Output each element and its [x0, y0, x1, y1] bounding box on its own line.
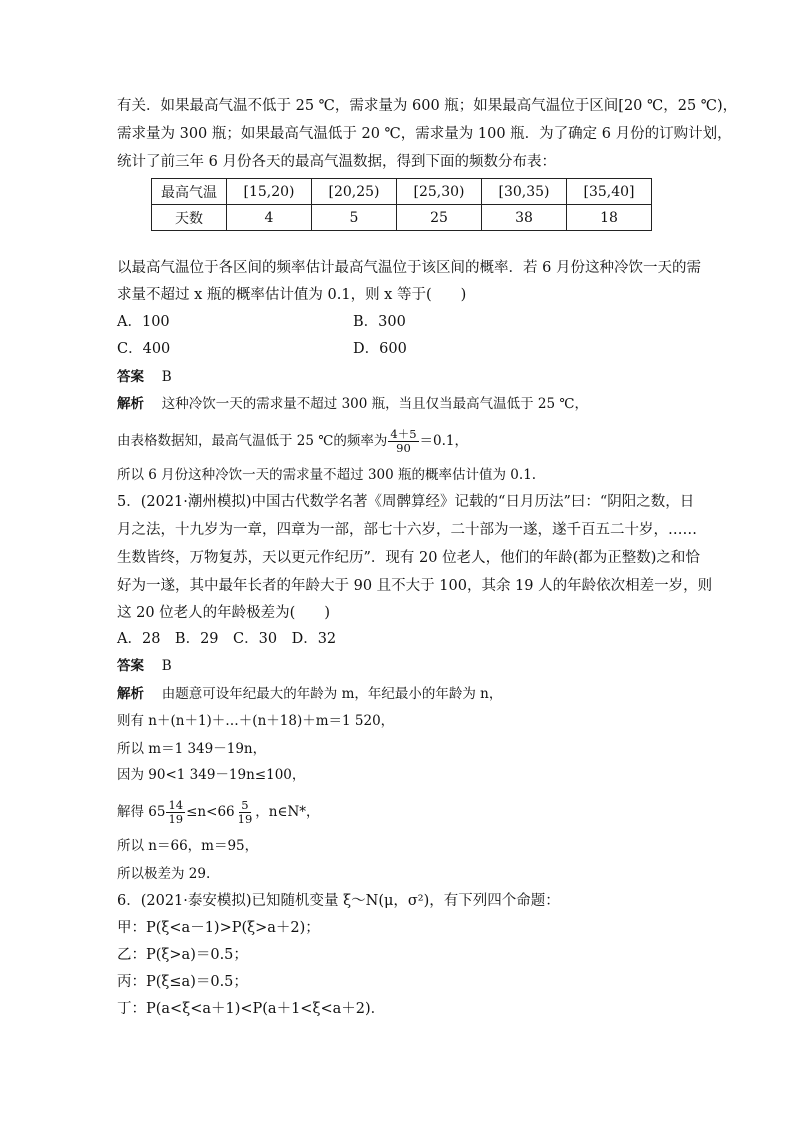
q5-analysis-6: 所以 n＝66，m＝95，	[117, 838, 259, 854]
q4-choice-c: C．400	[117, 341, 171, 357]
analysis-text: ≤n<66	[186, 804, 235, 820]
table-row	[152, 179, 652, 205]
table-cell: [35,40]	[567, 179, 652, 205]
q5-analysis-3: 所以 m＝1 349－19n，	[117, 741, 267, 757]
table-cell: 4	[227, 205, 312, 231]
q4-line-1: 以最高气温位于各区间的频率估计最高气温位于该区间的概率．若 6 月份这种冷饮一天的需	[117, 260, 701, 276]
table-cell: 18	[567, 205, 652, 231]
q4-analysis-2	[117, 425, 468, 457]
q4-analysis-3: 所以 6 月份这种冷饮一天的需求量不超过 300 瓶的概率估计值为 0.1.	[117, 467, 537, 483]
q6-prop-yi: 乙：P(ξ>a)＝0.5；	[117, 947, 248, 963]
q4-choice-d: D．600	[353, 341, 407, 357]
q5-line-4: 好为一遂，其中最年长者的年龄大于 90 且不大于 100，其余 19 人的年龄依次相差一岁，则	[117, 578, 713, 594]
q5-line-2: 月之法，十九岁为一章，四章为一部，部七十六岁，二十部为一遂，遂千百五二十岁，……	[117, 522, 697, 538]
q5-analysis-5	[117, 796, 320, 828]
fraction-numerator: 14	[168, 798, 184, 812]
fraction-denominator: 19	[237, 812, 253, 826]
fraction-numerator: 4＋5	[390, 427, 417, 441]
analysis-label: 解析	[117, 396, 144, 412]
intro-line-3: 统计了前三年 6 月份各天的最高气温数据，得到下面的频数分布表：	[117, 154, 556, 170]
analysis-text: 这种冷饮一天的需求量不超过 300 瓶，当且仅当最高气温低于 25 ℃，	[161, 396, 589, 412]
q5-analysis-7: 所以极差为 29.	[117, 866, 211, 882]
table-cell: [30,35)	[482, 179, 567, 205]
intro-line-1: 有关．如果最高气温不低于 25 ℃，需求量为 600 瓶；如果最高气温位于区间[20 ℃，25 ℃)，	[117, 98, 738, 114]
q6-prop-bing: 丙：P(ξ≤a)＝0.5；	[117, 974, 248, 990]
q4-choice-a: A．100	[117, 314, 170, 330]
table-cell: [20,25)	[312, 179, 397, 205]
analysis-text: ＝0.1，	[419, 433, 468, 449]
analysis-label: 解析	[117, 686, 144, 702]
q5-analysis-1	[117, 684, 502, 704]
q6-stem: 6．(2021·泰安模拟)已知随机变量 ξ～N(μ，σ²)，有下列四个命题：	[117, 893, 560, 909]
q5-line-1: 5．(2021·潮州模拟)中国古代数学名著《周髀算经》记载的“日月历法”曰：“阴阳之数，日	[117, 494, 695, 510]
table-cell: [15,20)	[227, 179, 312, 205]
intro-line-2: 需求量为 300 瓶；如果最高气温低于 20 ℃，需求量为 100 瓶．为了确定 6 月份的订购计划，	[117, 126, 732, 142]
table-cell: 天数	[152, 205, 227, 231]
q5-choices: A．28 B．29 C．30 D．32	[117, 631, 337, 647]
fraction	[166, 799, 185, 826]
q4-answer	[117, 367, 172, 387]
table-cell: 最高气温	[152, 179, 227, 205]
q5-line-5: 这 20 位老人的年龄极差为( )	[117, 605, 330, 621]
q4-line-2: 求量不超过 x 瓶的概率估计值为 0.1，则 x 等于( )	[117, 287, 467, 303]
fraction-numerator: 5	[241, 798, 249, 812]
q6-prop-jia: 甲：P(ξ<a－1)>P(ξ>a＋2)；	[117, 920, 320, 936]
analysis-text: ，n∈N*，	[255, 804, 320, 820]
analysis-text: 解得 65	[117, 804, 166, 820]
table-cell: 5	[312, 205, 397, 231]
q6-prop-ding: 丁：P(a<ξ<a＋1)<P(a＋1<ξ<a＋2)．	[117, 1001, 386, 1017]
q4-choice-b: B．300	[353, 314, 406, 330]
answer-label: 答案	[117, 658, 144, 674]
q5-analysis-2: 则有 n＋(n＋1)＋…＋(n＋18)＋m＝1 520，	[117, 713, 395, 729]
q5-answer	[117, 656, 172, 676]
answer-value: B	[161, 369, 172, 385]
analysis-text: 由表格数据知，最高气温低于 25 ℃的频率为	[117, 433, 388, 449]
answer-label: 答案	[117, 369, 144, 385]
analysis-text: 由题意可设年纪最大的年龄为 m，年纪最小的年龄为 n，	[161, 686, 503, 702]
table-row	[152, 205, 652, 231]
table-cell: [25,30)	[397, 179, 482, 205]
answer-value: B	[161, 658, 172, 674]
fraction-denominator: 90	[396, 441, 411, 455]
frequency-table	[151, 178, 652, 231]
table-cell: 25	[397, 205, 482, 231]
q5-analysis-4: 因为 90<1 349－19n≤100，	[117, 767, 306, 783]
fraction	[236, 799, 255, 826]
table-cell: 38	[482, 205, 567, 231]
fraction	[388, 428, 418, 455]
q5-line-3: 生数皆终，万物复苏，天以更元作纪历”．现有 20 位老人，他们的年龄(都为正整数)之和恰	[117, 550, 700, 566]
q4-analysis-1	[117, 394, 588, 414]
fraction-denominator: 19	[168, 812, 184, 826]
